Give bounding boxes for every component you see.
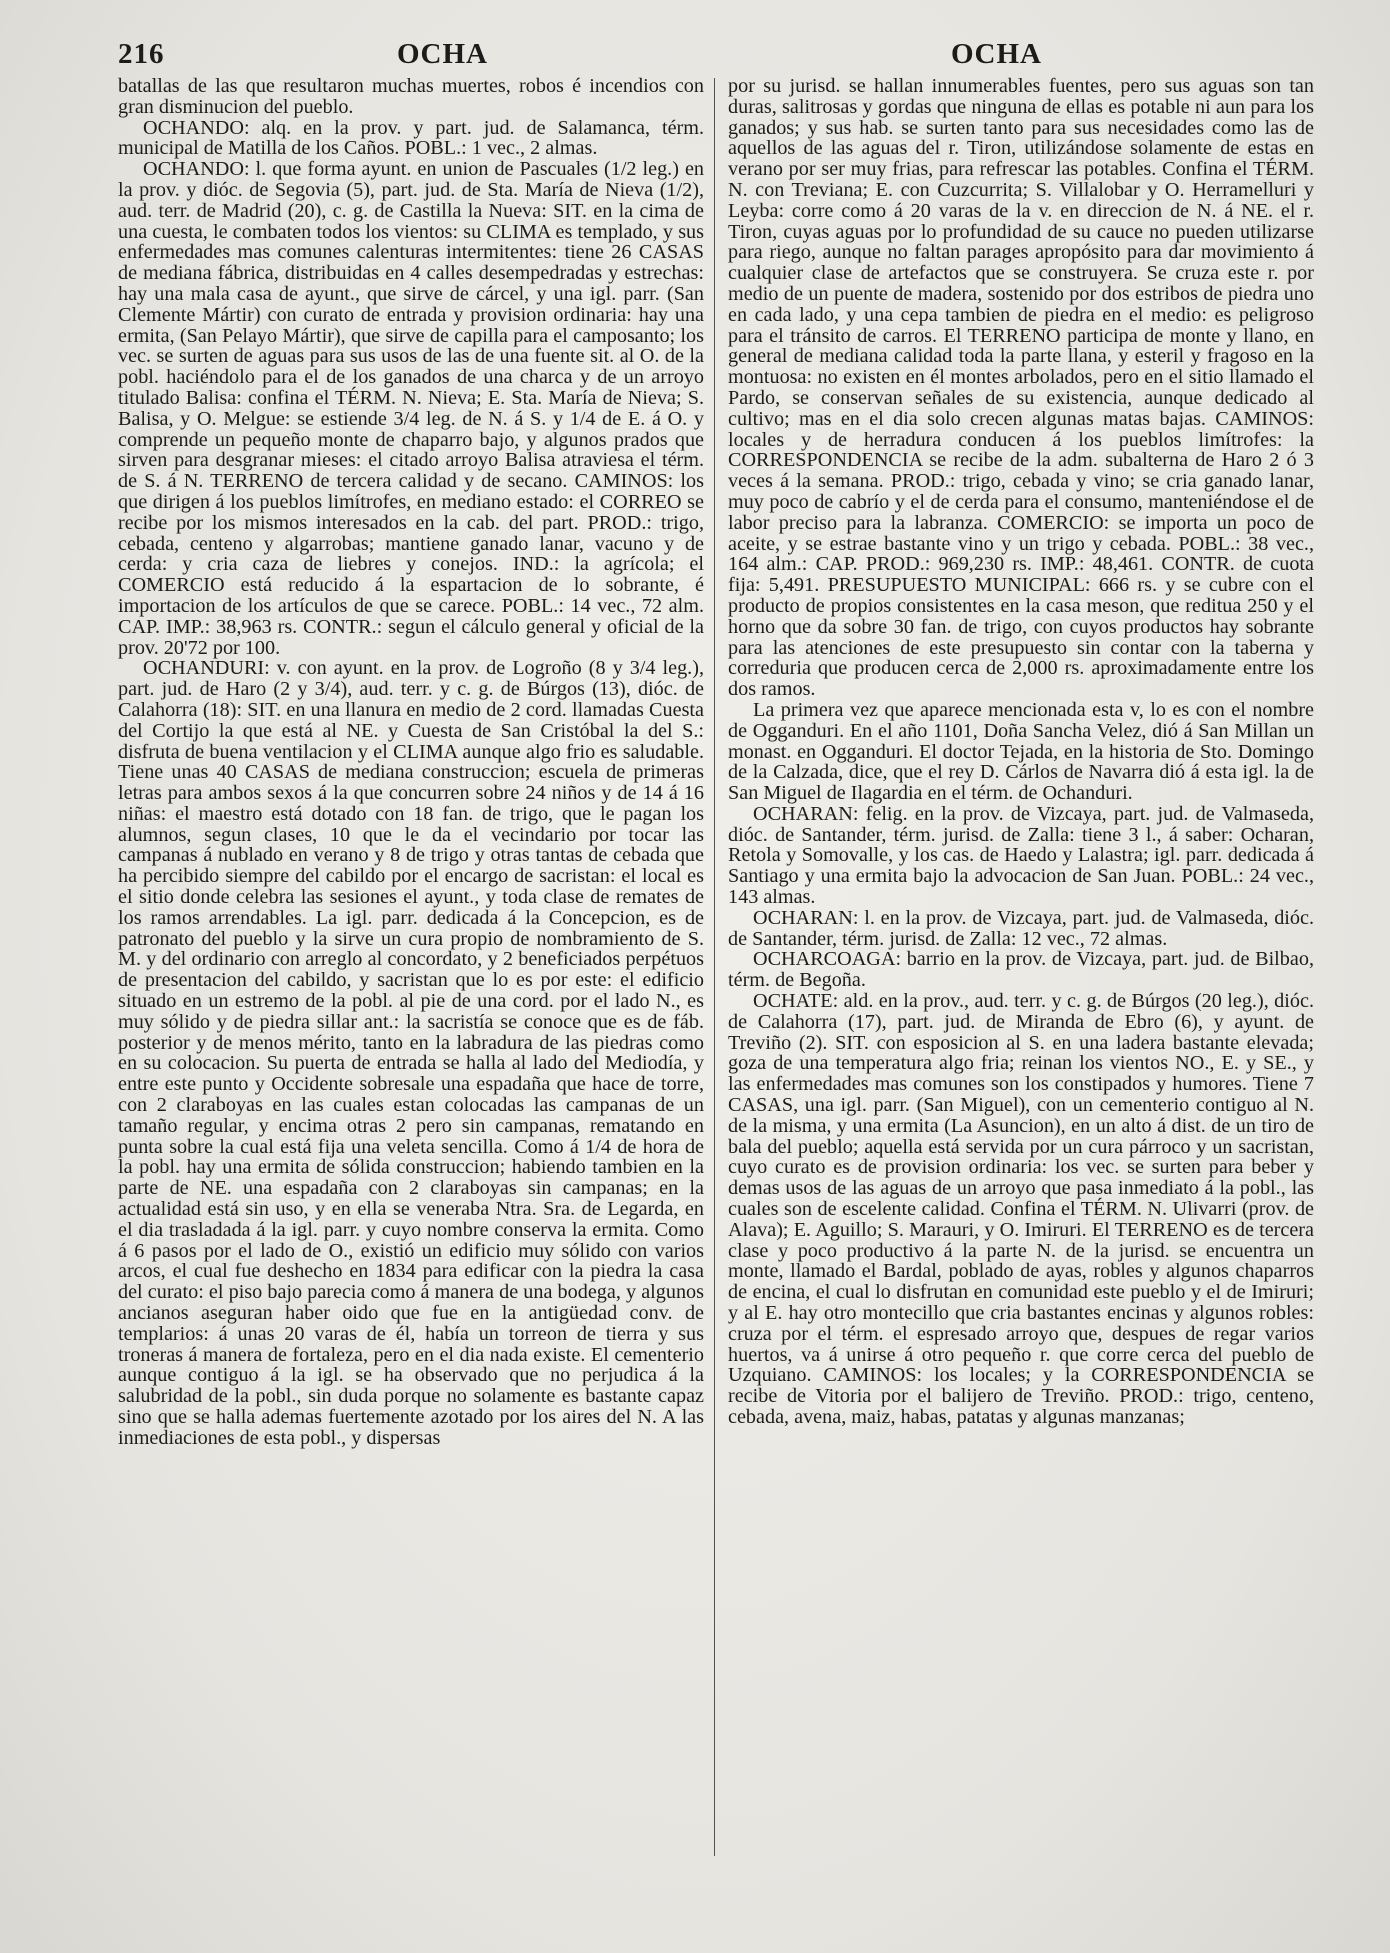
right-running-head: OCHA	[951, 38, 1042, 70]
left-column	[118, 76, 704, 1449]
right-column	[728, 76, 1314, 1428]
left-running-head: OCHA	[397, 38, 488, 70]
entry-continuation: batallas de las que resultaron muchas muertes, robos é incendios con gran disminucion del pueblo.	[118, 75, 704, 118]
entry-ochando-l: OCHANDO: l. que forma ayunt. en union de Pascuales (1/2 leg.) en la prov. y dióc. de Segovia (5), part. jud. de Sta. María de Nieva (1/2), aud. terr. de Madrid (20), c. g. de Castilla la Nueva: SIT. en la cima de una cuesta, le combaten todos los vientos: su CLIMA es templado, y sus enfermedades mas comunes calenturas intermitentes: tiene 26 CASAS de mediana fábrica, distribuidas en 4 calles desempedradas y estrechas: hay una mala casa de ayunt., que sirve de cárcel, y una igl. parr. (San Clemente Mártir) con curato de entrada y provision ordinaria: hay una ermita, (San Pelayo Mártir), que sirve de capilla para el camposanto; los vec. se surten de aguas para sus usos de las de una fuente sit. al O. de la pobl. haciéndolo para el de los ganados de una charca y de un arroyo titulado Balisa: confina el TÉRM. N. Nieva; E. Sta. María de Nieva; S. Balisa, y O. Melgue: se estiende 3/4 leg. de N. á S. y 1/4 de E. á O. y comprende un pequeño monte de chaparro bajo, y algunos prados que sirven para desgranar mieses: el citado arroyo Balisa atraviesa el térm. de S. á N. TERRENO de tercera calidad y de secano. CAMINOS: los que dirigen á los pueblos limítrofes, en mediano estado: el CORREO se recibe por los mismos interesados en la cab. del part. PROD.: trigo, cebada, centeno y algarrobas; mantiene ganado lanar, vacuno y de cerda: y cria caza de liebres y conejos. IND.: la agrícola; el COMERCIO está reducido á la espartacion de lo sobrante, é importacion de los artículos de que se carece. POBL.: 14 vec., 72 alm. CAP. IMP.: 38,963 rs. CONTR.: segun el cálculo general y oficial de la prov. 20'72 por 100.	[118, 158, 704, 659]
page-number: 216	[118, 38, 165, 70]
column-divider	[714, 78, 715, 1856]
entry-ochanduri-continued: por su jurisd. se hallan innumerables fuentes, pero sus aguas son tan duras, salitrosas y gordas que ninguna de ellas es potable ni aun para los ganados; y sus hab. se surten tanto para sus necesidades como las de aquellos de las aguas del r. Tiron, utilizándose solamente de estas en verano por ser muy frias, para refrescar las potables. Confina el TÉRM. N. con Treviana; E. con Cuzcurrita; S. Villalobar y O. Herramelluri y Leyba: corre como á 20 varas de la v. en direccion de N. á NE. el r. Tiron, cuyas aguas por lo profundidad de su cauce no pueden utilizarse para riego, aunque no faltan parages apropósito para dar movimiento á cualquier clase de artefactos que se construyera. Se cruza este r. por medio de un puente de madera, sostenido por dos estribos de piedra uno en cada lado, y una cepa tambien de piedra en el medio: es peligroso para el tránsito de carros. El TERRENO participa de monte y llano, en general de mediana calidad toda la parte llana, y esteril y fragoso en la montuosa: no existen en él montes arbolados, pero en el sitio llamado el Pardo, se conservan señales de su existencia, aunque dedicado al cultivo; mas en el dia solo crecen algunas matas bajas. CAMINOS: locales y de herradura conducen á los pueblos limítrofes: la CORRESPONDENCIA se recibe de la adm. subalterna de Haro 2 ó 3 veces á la semana. PROD.: trigo, cebada y vino; se cria ganado lanar, muy poco de cabrío y el de cerda para el consumo, manteniéndose el de labor preciso para la labranza. COMERCIO: se importa un poco de aceite, y se estrae bastante vino y un trigo y cebada. POBL.: 38 vec., 164 alm.: CAP. PROD.: 969,230 rs. IMP.: 48,461. CONTR. de cuota fija: 5,491. PRESUPUESTO MUNICIPAL: 666 rs. y se cubre con el producto de propios consistentes en la casa meson, que reditua 250 y el horno que da sobre 30 fan. de trigo, con cuyos productos hay sobrante para las atenciones de este presupuesto sin contar con la taberna y correduria que producen cerca de 2,000 rs. aproximadamente entre los dos ramos.	[728, 75, 1314, 701]
entry-ocharan-felig: OCHARAN: felig. en la prov. de Vizcaya, part. jud. de Valmaseda, dióc. de Santander, térm. jurisd. de Zalla: tiene 3 l., á saber: Ocharan, Retola y Somovalle, y los cas. de Haedo y Lalastra; igl. parr. dedicada á Santiago y una ermita bajo la advocacion de San Juan. POBL.: 24 vec., 143 almas.	[728, 802, 1314, 909]
entry-ocharcoaga: OCHARCOAGA: barrio en la prov. de Vizcaya, part. jud. de Bilbao, térm. de Begoña.	[728, 948, 1314, 992]
entry-ocharan-l: OCHARAN: l. en la prov. de Vizcaya, part. jud. de Valmaseda, dióc. de Santander, térm. jurisd. de Zalla: 12 vec., 72 almas.	[728, 906, 1314, 950]
entry-ochanduri-history: La primera vez que aparece mencionada esta v, lo es con el nombre de Ogganduri. En el año 1101, Doña Sancha Velez, dió á San Millan un monast. en Ogganduri. El doctor Tejada, en la historia de Sto. Domingo de la Calzada, dice, que el rey D. Cárlos de Navarra dió á esta igl. la de San Miguel de Ilagardia en el térm. de Ochanduri.	[728, 698, 1314, 805]
entry-ochando-alq: OCHANDO: alq. en la prov. y part. jud. de Salamanca, térm. municipal de Matilla de los Caños. POBL.: 1 vec., 2 almas.	[118, 116, 704, 160]
entry-ochanduri: OCHANDURI: v. con ayunt. en la prov. de Logroño (8 y 3/4 leg.), part. jud. de Haro (2 y 3/4), aud. terr. y c. g. de Búrgos (13), dióc. de Calahorra (18): SIT. en una llanura en medio de 2 cord. llamadas Cuesta del Cortijo la que está al NE. y Cuesta de San Cristóbal la del S.: disfruta de buena ventilacion y el CLIMA aunque algo frio es saludable. Tiene unas 40 CASAS de mediana construccion; escuela de primeras letras para ambos sexos á la que concurren sobre 24 niños y de 14 á 16 niñas: el maestro está dotado con 18 fan. de trigo, que le pagan los alumnos, segun clases, 10 que le da el vecindario por tocar las campanas á nublado en verano y 8 de trigo y otras tantas de cebada que ha percibido siempre del cabildo por el encargo de sacristan: el local es el sitio donde celebra las sesiones el ayunt., y toda clase de remates de los ramos arrendables. La igl. parr. dedicada á la Concepcion, es de patronato del pueblo y la sirve un cura propio de nombramiento de S. M. y del ordinario con arreglo al concordato, y 2 beneficiados perpétuos de presentacion del cabildo, y sacristan que lo es por este: el edificio situado en un estremo de la pobl. al pie de una cord. por el lado N., es muy sólido y de piedra sillar ant.: la sacristía se conoce que es de fáb. posterior y de menos mérito, tanto en la labradura de las piedras como en su colocacion. Su puerta de entrada se halla al lado del Mediodía, y entre este punto y Occidente sobresale una espadaña que hace de torre, con 2 claraboyas en las cuales estan colocadas las campanas de un tamaño regular, y encima otras 2 pero sin campanas, rematando en punta sobre la cual está fija una veleta sencilla. Como á 1/4 de hora de la pobl. hay una ermita de sólida construccion; habiendo tambien en la parte de NE. una espadaña con 2 claraboyas sin campanas; en la actualidad está sin uso, y en ella se veneraba Ntra. Sra. de Legarda, en el dia trasladada á la igl. parr. y cuyo nombre conserva la ermita. Como á 6 pasos por el lado de O., existió un edificio muy sólido con varios arcos, el cual fue deshecho en 1834 para edificar con la piedra la casa del curato: el piso bajo parecia como á manera de una bodega, y algunos ancianos aseguran haber oido que fue en la antigüedad conv. de templarios: á unas 20 varas de él, había un torreon de tierra y sus troneras á manera de fortaleza, pero en el dia nada existe. El cementerio aunque contiguo á la igl. se ha observado que no perjudica á la salubridad de la pobl., sin duda porque no solamente es bastante capaz sino que se halla ademas fuertemente azotado por los aires del N. A las inmediaciones de esta pobl., y dispersas	[118, 657, 704, 1449]
entry-ochate: OCHATE: ald. en la prov., aud. terr. y c. g. de Búrgos (20 leg.), dióc. de Calahorra (17), part. jud. de Miranda de Ebro (6), y ayunt. de Treviño (2). SIT. con esposicion al S. en una ladera bastante elevada; goza de una temperatura algo fria; reinan los vientos NO., E. y SE., y las enfermedades mas comunes son los constipados y humores. Tiene 7 CASAS, una igl. parr. (San Miguel), con un cementerio contiguo al N. de la misma, y una ermita (La Asuncion), en un alto á dist. de un tiro de bala del pueblo; aquella está servida por un cura párroco y un sacristan, cuyo curato es de provision ordinaria: los vec. se surten para beber y demas usos de las aguas de un arroyo que pasa inmediato á la pobl., las cuales son de escelente calidad. Confina el TÉRM. N. Ulivarri (prov. de Alava); E. Aguillo; S. Marauri, y O. Imiruri. El TERRENO es de tercera clase y poco productivo á la parte N. de la jurisd. se encuentra un monte, llamado el Bardal, poblado de ayas, robles y algunos chaparros de encina, el cual lo disfrutan en comunidad este pueblo y el de Imiruri; y al E. hay otro montecillo que cria bastantes encinas y algunos robles: cruza por el térm. el espresado arroyo que, despues de regar varios huertos, va á unirse á otro pequeño r. que corre cerca del pueblo de Uzquiano. CAMINOS: los locales; y la CORRESPONDENCIA se recibe de Vitoria por el balijero de Treviño. PROD.: trigo, centeno, cebada, avena, maiz, habas, patatas y algunas manzanas;	[728, 990, 1314, 1428]
